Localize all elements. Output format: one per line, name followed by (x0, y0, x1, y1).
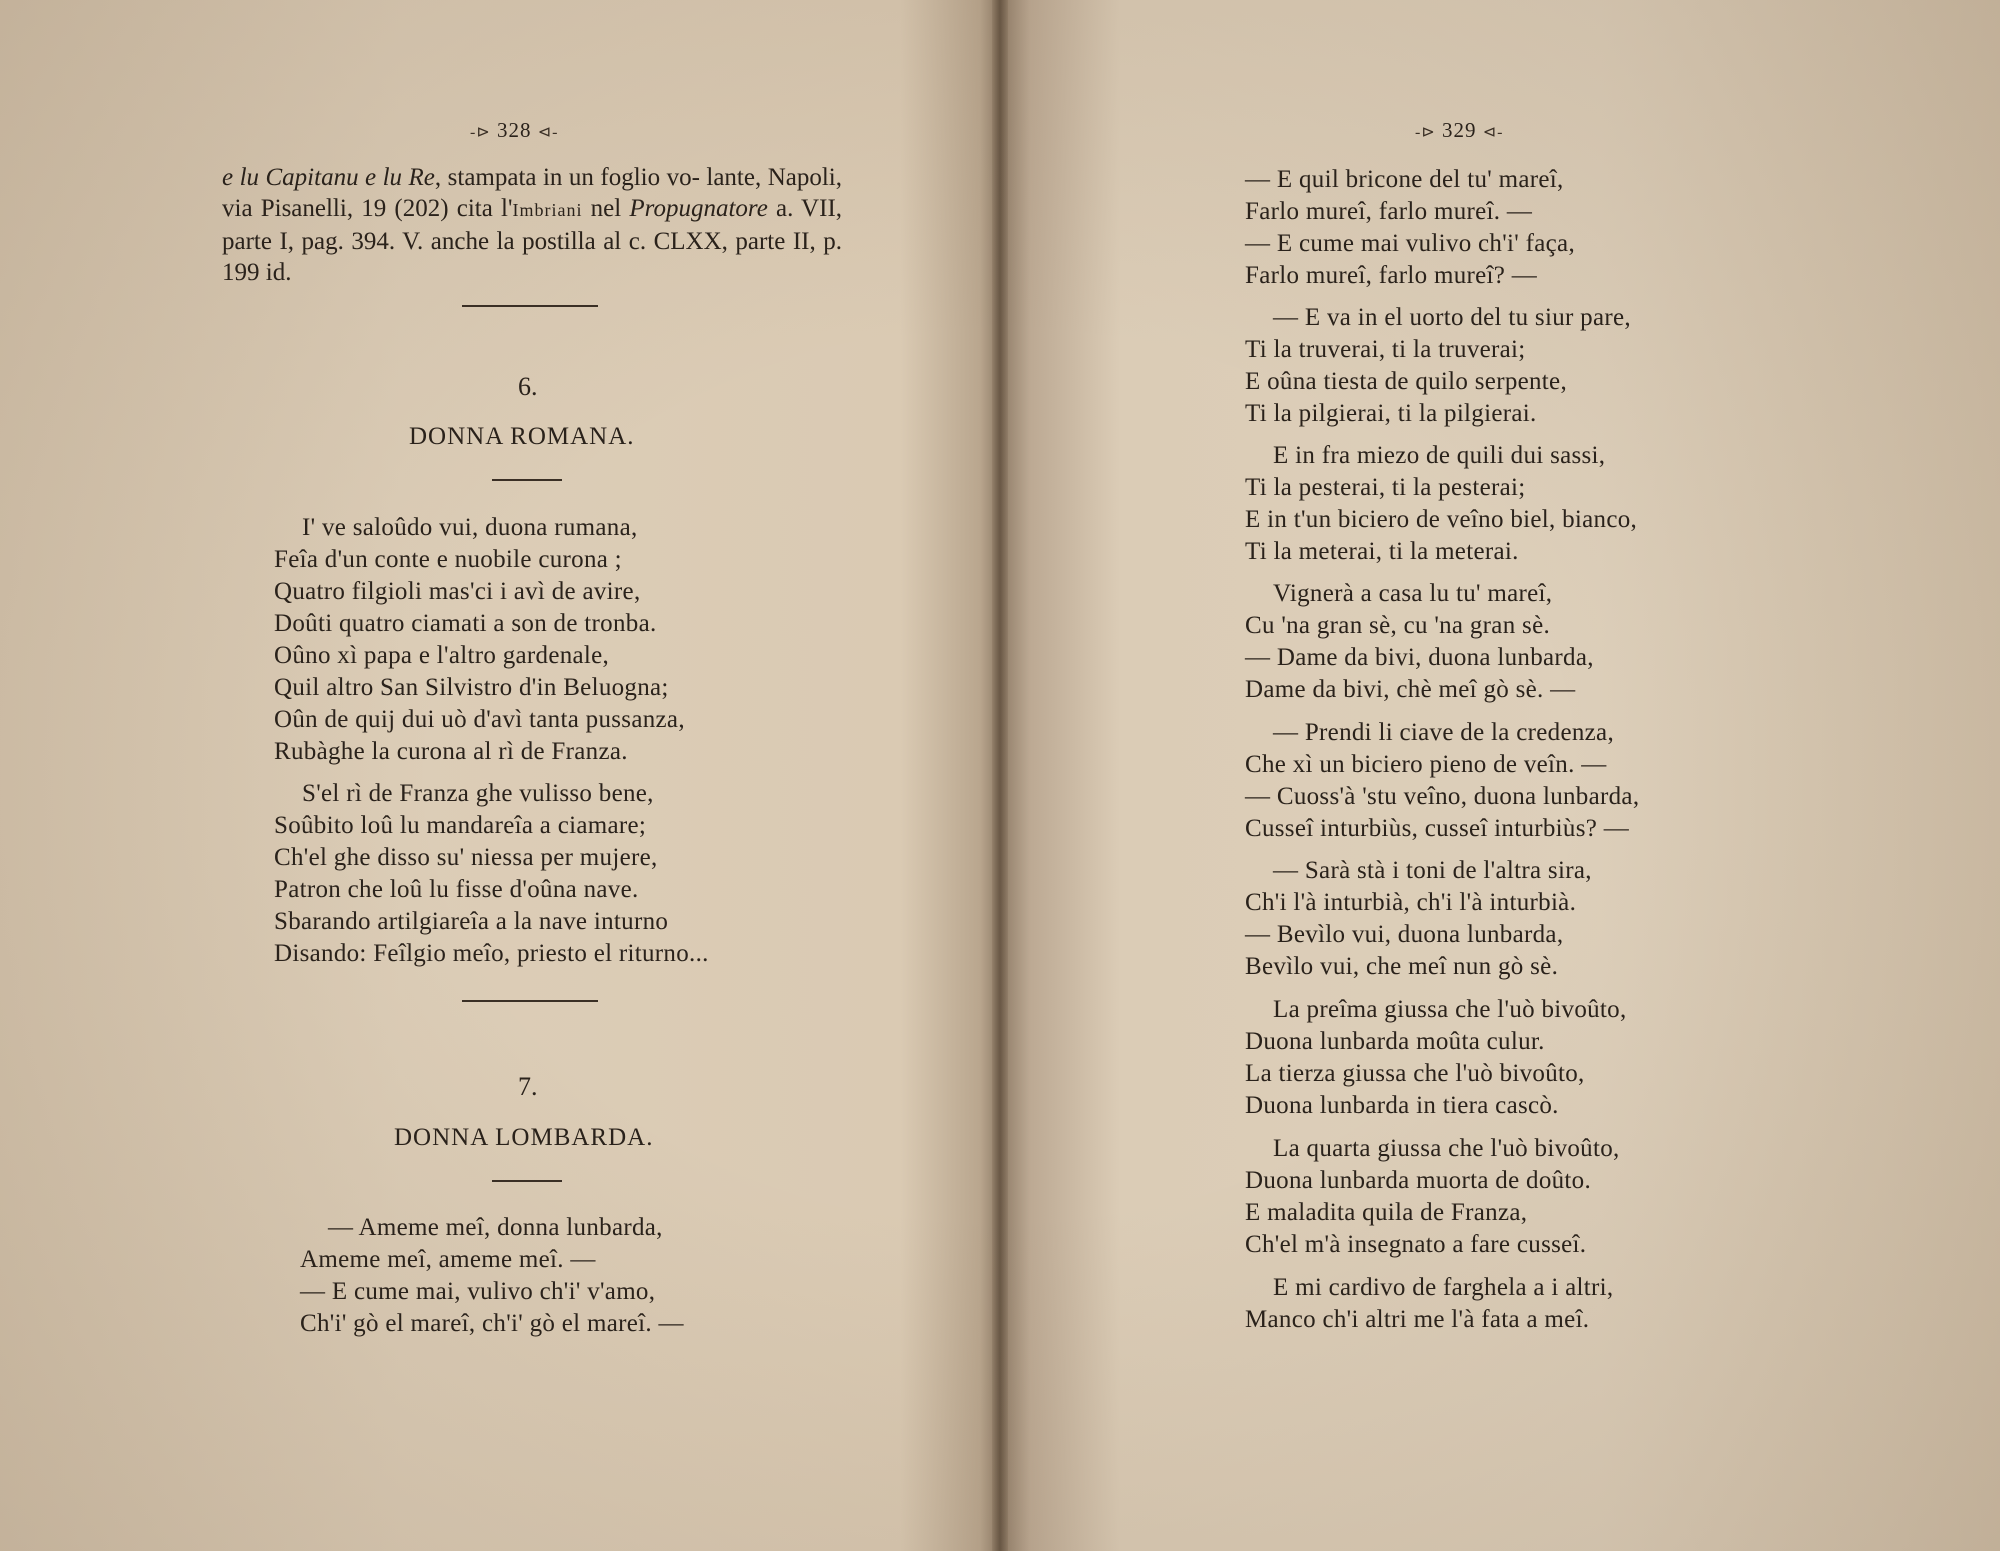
poem-stanza (1245, 717, 1639, 845)
poem-line: E in t'un biciero de veîno biel, bianco, (1245, 506, 1638, 533)
poem-line: I' ve saloûdo vui, duona rumana, (302, 514, 638, 541)
poem-line: Farlo mureî, farlo mureî. — (1245, 198, 1533, 225)
poem-line: Ch'i l'à inturbià, ch'i l'à inturbià. (1245, 889, 1577, 916)
poem-line: — E cume mai vulivo ch'i' faça, (1245, 230, 1576, 257)
right-page (1010, 0, 2000, 1551)
divider (462, 305, 598, 307)
footnote-text: la postilla al c. CLXX, parte II, p. 199 id. (222, 228, 842, 286)
footnote-text: lante, Napoli, via Pisanelli, 19 (202) cita l' (222, 164, 842, 222)
poem-line: Ti la meterai, ti la meterai. (1245, 538, 1519, 565)
poem-line: Doûti quatro ciamati a son de tronba. (274, 610, 657, 637)
section-title: DONNA LOMBARDA. (394, 1124, 654, 1151)
footnote-title: e lu Capitanu e lu Re (222, 164, 435, 191)
poem-line: Rubàghe la curona al rì de Franza. (274, 738, 628, 765)
poem-line: Duona lunbarda in tiera cascò. (1245, 1092, 1559, 1119)
poem-line: Ch'el m'à insegnato a fare cusseî. (1245, 1231, 1587, 1258)
divider (462, 1000, 598, 1002)
footnote-text: , stampata in un foglio vo- (434, 164, 700, 191)
poem-line: Manco ch'i altri me l'à fata a meî. (1245, 1306, 1590, 1333)
poem-line: Ti la pesterai, ti la pesterai; (1245, 474, 1526, 501)
poem-line: Ch'i' gò el mareî, ch'i' gò el mareî. — (300, 1310, 684, 1337)
poem-line: — Ameme meî, donna lunbarda, (328, 1214, 663, 1241)
poem-line: — Cuoss'à 'stu veîno, duona lunbarda, (1245, 783, 1640, 810)
poem-line: Ameme meî, ameme meî. — (300, 1246, 596, 1273)
poem-line: Disando: Feîlgio meîo, priesto el riturno... (274, 940, 709, 967)
poem-line: Che xì un biciero pieno de veîn. — (1245, 751, 1607, 778)
poem-line: Dame da bivi, chè meî gò sè. — (1245, 676, 1576, 703)
left-page (0, 0, 990, 1551)
poem-line: — E cume mai, vulivo ch'i' v'amo, (300, 1278, 656, 1305)
poem-line: — Dame da bivi, duona lunbarda, (1245, 644, 1594, 671)
poem-stanza (1245, 855, 1592, 983)
page-number: 328 (496, 118, 532, 142)
page-header-right (1415, 118, 1503, 143)
poem-stanza (1245, 302, 1631, 430)
page-number: 329 (1441, 118, 1477, 142)
poem-line: Feîa d'un conte e nuobile curona ; (274, 546, 622, 573)
poem-stanza (300, 1212, 684, 1340)
section-title: DONNA ROMANA. (409, 423, 635, 450)
poem-line: Ch'el ghe disso su' niessa per mujere, (274, 844, 658, 871)
poem-stanza (274, 778, 709, 970)
poem-line: — E quil bricone del tu' mareî, (1245, 166, 1564, 193)
poem-line: Quatro filgioli mas'ci i avì de avire, (274, 578, 641, 605)
poem-stanza (1245, 578, 1594, 706)
poem-line: Sbarando artilgiareîa a la nave inturno (274, 908, 669, 935)
poem-line: La preîma giussa che l'uò bivoûto, (1273, 996, 1627, 1023)
poem-line: Cusseî inturbiùs, cusseî inturbiùs? — (1245, 815, 1629, 842)
poem-stanza (1245, 994, 1627, 1122)
poem-line: Ti la truverai, ti la truverai; (1245, 336, 1526, 363)
poem-line: Oûno xì papa e l'altro gardenale, (274, 642, 610, 669)
poem-line: — E va in el uorto del tu siur pare, (1273, 304, 1631, 331)
poem-line: E oûna tiesta de quilo serpente, (1245, 368, 1568, 395)
poem-line: — Prendi li ciave de la credenza, (1273, 719, 1614, 746)
poem-stanza (1245, 164, 1575, 292)
poem-line: Cu 'na gran sè, cu 'na gran sè. (1245, 612, 1551, 639)
ornament-left-icon: -⊳ (470, 124, 491, 141)
poem-line: La tierza giussa che l'uò bivoûto, (1245, 1060, 1585, 1087)
footnote-text: nel (590, 195, 630, 222)
poem-stanza (1245, 1272, 1613, 1336)
poem-line: S'el rì de Franza ghe vulisso bene, (302, 780, 654, 807)
ornament-right-icon: ⊲- (537, 124, 559, 141)
poem-line: Bevìlo vui, che meî nun gò sè. (1245, 953, 1559, 980)
poem-line: Patron che loû lu fisse d'oûna nave. (274, 876, 639, 903)
footnote-author: Imbriani (512, 200, 583, 220)
poem-line: Oûn de quij dui uò d'avì tanta pussanza, (274, 706, 685, 733)
section-number: 6. (518, 372, 538, 401)
ornament-right-icon: ⊲- (1482, 124, 1504, 141)
poem-line: E mi cardivo de farghela a i altri, (1273, 1274, 1614, 1301)
poem-line: Quil altro San Silvistro d'in Beluogna; (274, 674, 669, 701)
poem-stanza (1245, 1133, 1620, 1261)
poem-line: — Sarà stà i toni de l'altra sira, (1273, 857, 1592, 884)
poem-stanza (1245, 440, 1637, 568)
poem-stanza (274, 512, 685, 768)
footnote (222, 162, 842, 288)
poem-line: Farlo mureî, farlo mureî? — (1245, 262, 1538, 289)
poem-line: Duona lunbarda moûta culur. (1245, 1028, 1545, 1055)
poem-line: Soûbito loû lu mandareîa a ciamare; (274, 812, 647, 839)
poem-line: Duona lunbarda muorta de doûto. (1245, 1167, 1592, 1194)
book-gutter (992, 0, 1008, 1551)
footnote-text: a. VII, parte I, pag. 394. V. anche (222, 195, 843, 255)
poem-line: E in fra miezo de quili dui sassi, (1273, 442, 1606, 469)
ornament-left-icon: -⊳ (1415, 124, 1436, 141)
poem-line: La quarta giussa che l'uò bivoûto, (1273, 1135, 1620, 1162)
section-number: 7. (518, 1072, 538, 1101)
poem-line: — Bevìlo vui, duona lunbarda, (1245, 921, 1564, 948)
footnote-journal: Propugnatore (629, 195, 768, 222)
poem-line: Ti la pilgierai, ti la pilgierai. (1245, 400, 1537, 427)
divider (492, 479, 562, 481)
poem-line: Vignerà a casa lu tu' mareî, (1273, 580, 1553, 607)
page-header-left (470, 118, 558, 143)
divider (492, 1180, 562, 1182)
poem-line: E maladita quila de Franza, (1245, 1199, 1528, 1226)
